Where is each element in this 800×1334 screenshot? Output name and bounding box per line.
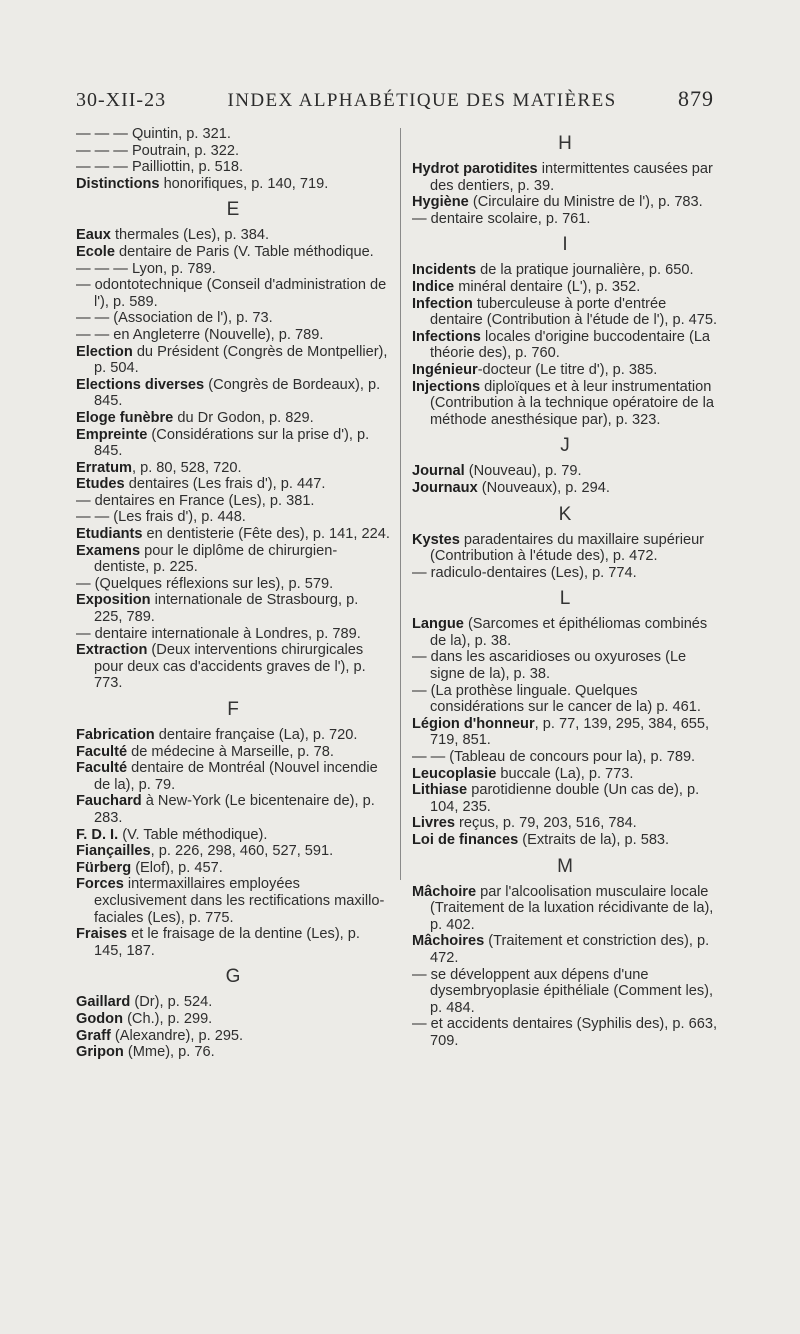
entry-text: (V. Table méthodique). — [118, 826, 268, 843]
header-title: INDEX ALPHABÉTIQUE DES MATIÈRES — [227, 90, 617, 111]
index-entry — [412, 362, 718, 379]
entry-text: (Congrès de Bordeaux), p. 845. — [94, 376, 381, 410]
entry-heading: Elections diverses — [76, 376, 205, 393]
entry-text: — dentaire internationale à Londres, p. 789. — [76, 625, 361, 642]
entry-heading: Gripon — [76, 1044, 124, 1061]
entry-text: (Alexandre), p. 295. — [110, 1027, 244, 1044]
entry-heading: Etudes — [76, 476, 125, 493]
entry-text: dentaire de Montréal (Nouvel incendie de la), p. 79. — [94, 760, 378, 793]
entry-text: — — — Pailliottin, p. 518. — [76, 159, 244, 176]
section-letter: G — [225, 966, 241, 988]
section-letter: F — [227, 699, 239, 720]
index-entry — [412, 766, 718, 783]
entry-heading: Erratum — [76, 459, 132, 476]
entry-heading: Godon — [76, 1010, 124, 1027]
entry-heading: Incidents — [412, 262, 477, 279]
section-letter: M — [557, 855, 573, 877]
entry-heading: Leucoplasie — [412, 765, 497, 782]
entry-heading: Fürberg — [76, 859, 132, 876]
index-entry — [76, 493, 390, 510]
section-letter: L — [559, 588, 571, 610]
entry-text: — se développent aux dépens d'une dysembryoplasie épithéliale (Comment les), p. 484. — [412, 966, 714, 1016]
entry-heading: Faculté — [76, 743, 128, 760]
page-header — [76, 86, 714, 112]
column-divider — [400, 128, 401, 880]
index-entry — [76, 143, 390, 160]
entry-text: (Dr), p. 524. — [130, 994, 213, 1011]
entry-text: (Considérations sur la prise d'), p. 845. — [94, 426, 370, 460]
entry-text: (Ch.), p. 299. — [123, 1010, 213, 1027]
index-entry — [76, 760, 390, 793]
entry-text: paradentaires du maxillaire supérieur (Contribution à l'étude des), p. 472. — [430, 531, 705, 565]
entry-text: locales d'origine buccodentaire (La théorie des), p. 760. — [430, 328, 711, 362]
entry-heading: F. D. I. — [76, 826, 119, 843]
section-letter: E — [226, 199, 240, 221]
entry-text: parotidienne double (Un cas de), p. 104, 235. — [430, 782, 700, 815]
entry-heading: Infections — [412, 328, 481, 345]
entry-text: , p. 80, 528, 720. — [131, 459, 242, 476]
right-index-column — [412, 126, 718, 1050]
index-entry — [412, 967, 718, 1017]
section-letter: H — [558, 133, 572, 154]
index-entry — [412, 716, 718, 749]
index-entry — [412, 279, 718, 296]
entry-text: (Nouveau), p. 79. — [464, 463, 582, 480]
index-entry — [76, 244, 390, 261]
entry-text: — — — Poutrain, p. 322. — [76, 142, 240, 159]
index-entry — [76, 727, 390, 744]
index-entry — [412, 379, 718, 429]
entry-heading: Distinctions — [76, 175, 160, 192]
entry-heading: Infection — [412, 295, 473, 312]
index-entry — [76, 592, 390, 625]
entry-text: — (La prothèse linguale. Quelques considérations sur le cancer de la) p. 461. — [412, 682, 701, 716]
entry-heading: Légion d'honneur — [412, 715, 535, 732]
index-entry — [76, 1011, 390, 1028]
index-entry — [412, 161, 718, 194]
entry-text: dentaires (Les frais d'), p. 447. — [124, 476, 326, 493]
index-entry — [412, 211, 718, 228]
entry-text: (Extraits de la), p. 583. — [518, 832, 670, 848]
entry-text: honorifiques, p. 140, 719. — [159, 175, 329, 192]
entry-text: -docteur (Le titre d'), p. 385. — [477, 361, 658, 378]
index-entry — [412, 649, 718, 682]
entry-text: — — — Lyon, p. 789. — [76, 260, 216, 277]
entry-heading: Fiançailles — [76, 843, 151, 860]
index-entry — [76, 261, 390, 278]
entry-heading: Ingénieur — [412, 361, 478, 378]
entry-text: — — (Les frais d'), p. 448. — [76, 509, 246, 526]
entry-heading: Eaux — [76, 227, 111, 244]
entry-heading: Election — [76, 343, 133, 360]
entry-heading: Hydrot parotidites — [412, 161, 538, 177]
index-entry — [76, 642, 390, 692]
entry-text: (Nouveaux), p. 294. — [477, 479, 610, 496]
index-entry — [76, 227, 390, 244]
index-entry — [412, 480, 718, 497]
entry-text: intermaxillaires employées exclusivement dans les rectifications maxillo-faciales (Les), p. 775. — [94, 876, 385, 926]
index-entry — [76, 926, 390, 959]
entry-heading: Faculté — [76, 760, 128, 777]
index-entry — [412, 329, 718, 362]
entry-text: diploïques et à leur instrumentation (Contribution à la technique opératoire de la méthode anesthésique par), p. 323. — [430, 378, 714, 428]
entry-text: reçus, p. 79, 203, 516, 784. — [455, 815, 637, 832]
index-entry — [412, 532, 718, 565]
entry-heading: Fraises — [76, 926, 128, 943]
entry-heading: Loi de finances — [412, 832, 519, 848]
entry-text: de la pratique journalière, p. 650. — [476, 262, 694, 279]
index-entry — [76, 377, 390, 410]
index-entry — [412, 616, 718, 649]
index-entry — [76, 460, 390, 477]
index-entry — [76, 427, 390, 460]
section-letter: K — [558, 503, 572, 525]
index-entry — [76, 543, 390, 576]
entry-text: minéral dentaire (L'), p. 352. — [454, 278, 641, 295]
entry-heading: Fauchard — [76, 793, 142, 810]
entry-text: du Président (Congrès de Montpellier), p. 504. — [94, 343, 388, 377]
index-entry — [76, 344, 390, 377]
entry-heading: Injections — [412, 378, 481, 395]
entry-heading: Examens — [76, 542, 141, 559]
index-entry — [412, 463, 718, 480]
entry-text: du Dr Godon, p. 829. — [173, 409, 314, 426]
entry-text: et le fraisage de la dentine (Les), p. 145, 187. — [94, 926, 360, 959]
index-entry — [76, 994, 390, 1011]
section-letter: I — [562, 234, 568, 256]
entry-text: — dans les ascaridioses ou oxyuroses (Le signe de la), p. 38. — [412, 649, 687, 683]
entry-text: intermittentes causées par des dentiers, p. 39. — [430, 161, 713, 194]
index-entry — [76, 1044, 390, 1061]
index-entry — [412, 749, 718, 766]
entry-text: dentaire de Paris (V. Table méthodique. — [114, 243, 374, 260]
entry-text: , p. 77, 139, 295, 384, 655, 719, 851. — [430, 715, 710, 749]
entry-text: buccale (La), p. 773. — [496, 765, 634, 782]
section-letter: J — [560, 435, 570, 457]
index-entry — [76, 126, 390, 143]
index-entry — [76, 410, 390, 427]
entry-text: (Mme), p. 76. — [123, 1044, 215, 1061]
index-entry — [76, 876, 390, 926]
index-entry — [412, 832, 718, 849]
entry-heading: Exposition — [76, 592, 151, 609]
index-entry — [412, 194, 718, 211]
entry-text: (Traitement et constriction des), p. 472. — [430, 933, 710, 966]
entry-heading: Etudiants — [76, 526, 143, 543]
entry-text: (Circulaire du Ministre de l'), p. 783. — [468, 194, 703, 211]
entry-text: (Sarcomes et épithéliomas combinés de la), p. 38. — [430, 616, 708, 649]
index-entry — [412, 933, 718, 966]
entry-text: internationale de Strasbourg, p. 225, 789. — [94, 592, 359, 626]
entry-heading: Extraction — [76, 642, 148, 659]
index-entry — [76, 159, 390, 176]
index-entry — [76, 176, 390, 193]
index-entry — [412, 815, 718, 832]
index-entry — [76, 860, 390, 877]
entry-text: par l'alcoolisation musculaire locale (Traitement de la luxation récidivante de la), p. 402. — [430, 883, 714, 933]
index-entry — [76, 576, 390, 593]
index-entry — [412, 683, 718, 716]
index-entry — [76, 509, 390, 526]
entry-text: , p. 226, 298, 460, 527, 591. — [150, 843, 334, 860]
index-entry — [76, 793, 390, 826]
index-entry — [412, 296, 718, 329]
index-entry — [412, 565, 718, 582]
entry-text: — — en Angleterre (Nouvelle), p. 789. — [76, 326, 324, 343]
index-entry — [412, 1016, 718, 1049]
entry-heading: Gaillard — [76, 994, 131, 1011]
entry-heading: Empreinte — [76, 426, 148, 443]
entry-text: en dentisterie (Fête des), p. 141, 224. — [142, 526, 390, 543]
entry-heading: Indice — [412, 278, 455, 295]
entry-text: — odontotechnique (Conseil d'administration de l'), p. 589. — [76, 277, 387, 310]
entry-text: (Elof), p. 457. — [131, 859, 223, 876]
entry-heading: Mâchoire — [412, 883, 477, 900]
entry-text: — — (Tableau de concours pour la), p. 789. — [412, 749, 696, 766]
entry-heading: Fabrication — [76, 727, 155, 743]
entry-heading: Journaux — [412, 479, 478, 496]
entry-text: pour le diplôme de chirurgien-dentiste, p. 225. — [94, 542, 338, 576]
entry-text: — et accidents dentaires (Syphilis des), p. 663, 709. — [412, 1016, 718, 1049]
entry-text: — — — Quintin, p. 321. — [76, 126, 231, 142]
index-entry — [76, 626, 390, 643]
entry-heading: Mâchoires — [412, 933, 485, 950]
entry-text: — (Quelques réflexions sur les), p. 579. — [76, 575, 334, 592]
entry-heading: Forces — [76, 876, 124, 893]
entry-text: dentaire française (La), p. 720. — [154, 727, 358, 743]
index-entry — [76, 277, 390, 310]
header-page-number: 879 — [678, 86, 714, 111]
entry-heading: Livres — [412, 815, 455, 832]
entry-text: à New-York (Le bicentenaire de), p. 283. — [94, 793, 375, 826]
entry-heading: Langue — [412, 616, 464, 633]
entry-heading: Journal — [412, 463, 465, 480]
entry-text: — dentaire scolaire, p. 761. — [412, 210, 591, 227]
index-entry — [76, 827, 390, 844]
index-entry — [76, 327, 390, 344]
entry-text: — radiculo-dentaires (Les), p. 774. — [412, 564, 637, 581]
index-entry — [412, 884, 718, 934]
index-entry — [76, 744, 390, 761]
index-entry — [76, 843, 390, 860]
entry-heading: Lithiase — [412, 782, 468, 799]
index-entry — [412, 262, 718, 279]
header-date: 30-XII-23 — [76, 89, 167, 111]
entry-heading: Kystes — [412, 531, 460, 548]
entry-heading: Ecole — [76, 243, 115, 260]
entry-text: thermales (Les), p. 384. — [110, 227, 270, 244]
index-entry — [76, 1028, 390, 1045]
entry-heading: Eloge funèbre — [76, 409, 174, 426]
entry-heading: Hygiène — [412, 194, 469, 211]
entry-text: de médecine à Marseille, p. 78. — [127, 743, 334, 760]
entry-text: — dentaires en France (Les), p. 381. — [76, 492, 315, 509]
entry-text: — — (Association de l'), p. 73. — [76, 310, 273, 327]
index-entry — [76, 526, 390, 543]
index-entry — [76, 310, 390, 327]
index-entry — [412, 782, 718, 815]
left-index-column — [76, 126, 390, 1061]
entry-text: tuberculeuse à porte d'entrée dentaire (Contribution à l'étude de l'), p. 475. — [430, 295, 718, 329]
entry-text: (Deux interventions chirurgicales pour deux cas d'accidents graves de l'), p. 773. — [94, 642, 366, 692]
entry-heading: Graff — [76, 1027, 111, 1044]
index-entry — [76, 476, 390, 493]
